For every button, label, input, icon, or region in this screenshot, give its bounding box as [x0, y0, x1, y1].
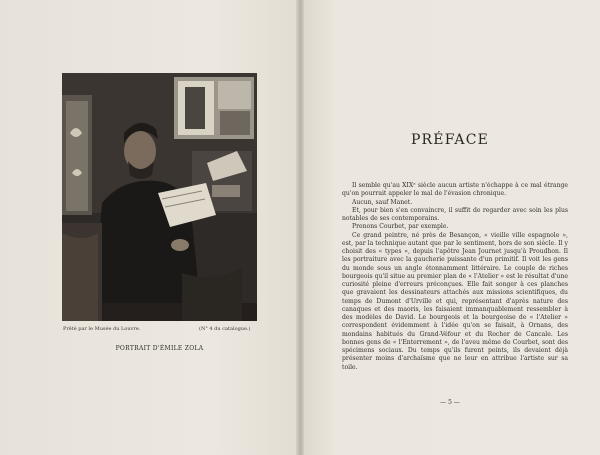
chapter-title: PRÉFACE: [410, 132, 490, 148]
credit-text: Prêté par le Musée du Louvre.: [63, 326, 141, 332]
paragraph: Prenons Courbet, par exemple.: [352, 223, 449, 231]
portrait-plate: [62, 73, 257, 321]
plate-caption: PORTRAIT D'ÉMILE ZOLA: [115, 345, 204, 352]
catalogue-reference: (N° 4 du catalogue.): [199, 326, 251, 332]
preface-text: [342, 182, 568, 372]
portrait-image: [62, 73, 257, 321]
book-gutter: [296, 0, 304, 455]
paragraph: Il semble qu'au XIXᵉ siècle aucun artiste n'échappe à ce mal étrange qu'on pourrait appeler le mal de l'évasion chronique.: [342, 182, 568, 198]
paragraph: Et, pour bien s'en convaincre, il suffit de regarder avec soin les plus notables de ses contemporains.: [342, 206, 568, 222]
paragraph: Aucun, sauf Manet.: [352, 198, 413, 206]
paragraph: Ce grand peintre, né près de Besançon, « vieille ville espagnole », est, par la technique autant que par le sentiment, hors de son siècle. Il y choisit des « types », depuis l'apôtre Jean Journet jusqu'à Proudhon. Il les portraiture avec la gaucherie puissante d'un primitif. Il voit les gens du monde sous un angle étonnamment littéraire. Le couple de riches bourgeois qu'il situe au premier plan de « l'Atelier » est le résultat d'une curiosité pleine d'erreurs préconçues. Elle fait songer à ces planches que gravaient les dessinateurs attachés aux missions scientifiques, du temps de Dumont d'Urville et qui, représentant d'après nature des canaques et des maoris, les faisaient immanquablement ressembler à des modèles de David. Le bourgeois et la bourgeoise de « l'Atelier » correspondent évidemment à l'idée qu'on se faisait, à Ornans, des mondains habitués du Grand-Véfour et du Rocher de Cancale. Les bonnes gens de « l'Enterrement », de l'aveu même de Courbet, sont des spécimens sociaux. Du temps qu'ils furent peints, ils devaient déjà présenter moins d'archaïsme que ne leur en attribue l'artiste sur sa toile.: [342, 231, 568, 371]
page-number: — 5 —: [440, 399, 460, 406]
